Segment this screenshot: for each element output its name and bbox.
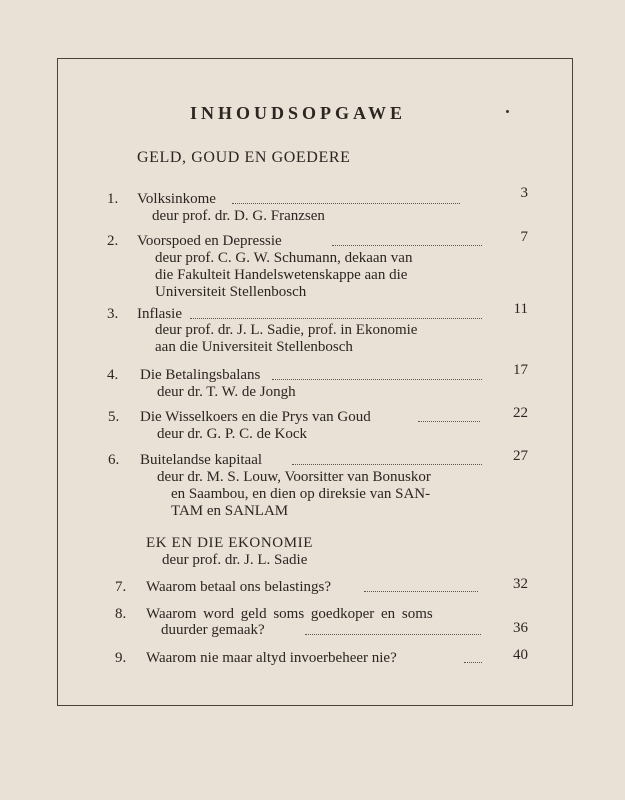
entry-number: 3. — [107, 306, 119, 322]
entry-title: Die Betalingsbalans — [140, 367, 261, 383]
entry-author: deur dr. G. P. C. de Kock — [157, 426, 307, 442]
entry-author: Universiteit Stellenbosch — [155, 284, 307, 300]
entry-number: 1. — [107, 191, 119, 207]
entry-number: 5. — [108, 409, 120, 425]
dot-leader — [305, 634, 481, 635]
entry-author: deur prof. dr. J. L. Sadie, prof. in Ekonomie — [155, 322, 418, 338]
entry-author: aan die Universiteit Stellenbosch — [155, 339, 353, 355]
page-number: 36 — [513, 620, 528, 636]
entry-number: 8. — [115, 606, 127, 622]
dot-leader — [292, 464, 482, 465]
dot-leader — [464, 662, 482, 663]
entry-title: Voorspoed en Depressie — [137, 233, 282, 249]
entry-number: 9. — [115, 650, 127, 666]
entry-number: 7. — [115, 579, 127, 595]
section-author: deur prof. dr. J. L. Sadie — [162, 552, 308, 568]
dot-leader — [332, 245, 482, 246]
entry-title: Buitelandse kapitaal — [140, 452, 263, 468]
entry-author: deur dr. M. S. Louw, Voorsitter van Bonuskor — [157, 469, 431, 485]
ink-speck — [506, 110, 509, 113]
section-heading: EK EN DIE EKONOMIE — [146, 535, 314, 551]
page-number: 32 — [513, 576, 528, 592]
entry-title: Waarom betaal ons belastings? — [146, 579, 331, 595]
entry-author: deur prof. dr. D. G. Franzsen — [152, 208, 325, 224]
entry-author: die Fakulteit Handelswetenskappe aan die — [155, 267, 408, 283]
page-number: 7 — [520, 229, 528, 245]
entry-author: TAM en SANLAM — [171, 503, 289, 519]
entry-title: Volksinkome — [137, 191, 216, 207]
entry-title: Inflasie — [137, 306, 182, 322]
page-number: 27 — [513, 448, 528, 464]
page-title: INHOUDSOPGAWE — [190, 103, 407, 123]
entry-title: Waarom nie maar altyd invoerbeheer nie? — [146, 650, 397, 666]
section-heading: GELD, GOUD EN GOEDERE — [137, 149, 351, 166]
entry-number: 2. — [107, 233, 119, 249]
entry-author: deur prof. C. G. W. Schumann, dekaan van — [155, 250, 413, 266]
dot-leader — [232, 203, 460, 204]
dot-leader — [364, 591, 478, 592]
page-number: 40 — [513, 647, 528, 663]
entry-author: deur dr. T. W. de Jongh — [157, 384, 296, 400]
dot-leader — [272, 379, 482, 380]
entry-number: 4. — [107, 367, 119, 383]
entry-author: en Saambou, en dien op direksie van SAN- — [171, 486, 431, 502]
page-number: 11 — [513, 301, 528, 317]
dot-leader — [418, 421, 480, 422]
entry-title: Die Wisselkoers en die Prys van Goud — [140, 409, 371, 425]
dot-leader — [190, 318, 482, 319]
page-number: 17 — [513, 362, 528, 378]
page-number: 22 — [513, 405, 528, 421]
entry-number: 6. — [108, 452, 120, 468]
entry-title: Waarom word geld soms goedkoper en soms — [146, 606, 433, 622]
entry-author: duurder gemaak? — [161, 622, 265, 638]
page-number: 3 — [520, 185, 528, 201]
